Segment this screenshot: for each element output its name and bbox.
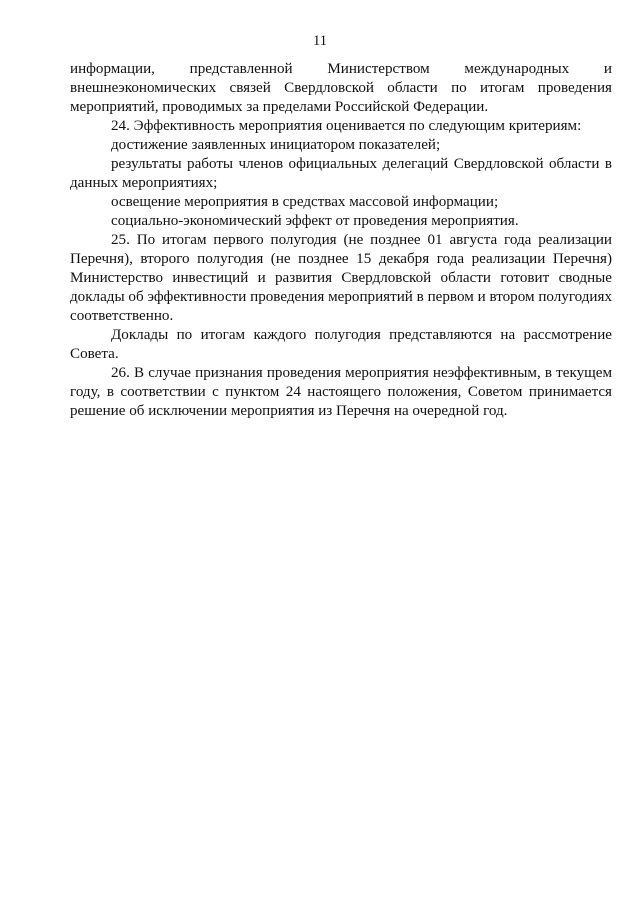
paragraph-item-26: 26. В случае признания проведения мероприятия неэффективным, в текущем году, в соответствии с пунктом 24 настоящего положения, Советом принимается решение об исключении мероприятия из Перечня на очередной год.	[70, 365, 612, 419]
paragraph-reports: Доклады по итогам каждого полугодия представляются на рассмотрение Совета.	[70, 327, 612, 362]
paragraph-continuation: информации, представленной Министерством международных и внешнеэкономических связей Свердловской области по итогам проведения мероприятий, проводимых за пределами Российской Федерации.	[70, 61, 612, 115]
paragraph-criterion-media: освещение мероприятия в средствах массовой информации;	[111, 194, 499, 210]
page-number: 11	[313, 33, 327, 49]
paragraph-criterion-delegations: результаты работы членов официальных делегаций Свердловской области в данных мероприятиях;	[70, 156, 612, 191]
paragraph-criterion-socioeconomic: социально-экономический эффект от проведения мероприятия.	[111, 213, 519, 229]
paragraph-criterion-indicators: достижение заявленных инициатором показателей;	[111, 137, 441, 153]
paragraph-item-24: 24. Эффективность мероприятия оценивается по следующим критериям:	[111, 118, 582, 134]
document-text	[70, 60, 612, 421]
paragraph-item-25: 25. По итогам первого полугодия (не позднее 01 августа года реализации Перечня), второго полугодия (не позднее 15 декабря года реализации Перечня) Министерство инвестиций и развития Свердловской области готовит сводные доклады об эффективности проведения мероприятий в первом и втором полугодиях соответственно.	[70, 232, 612, 324]
